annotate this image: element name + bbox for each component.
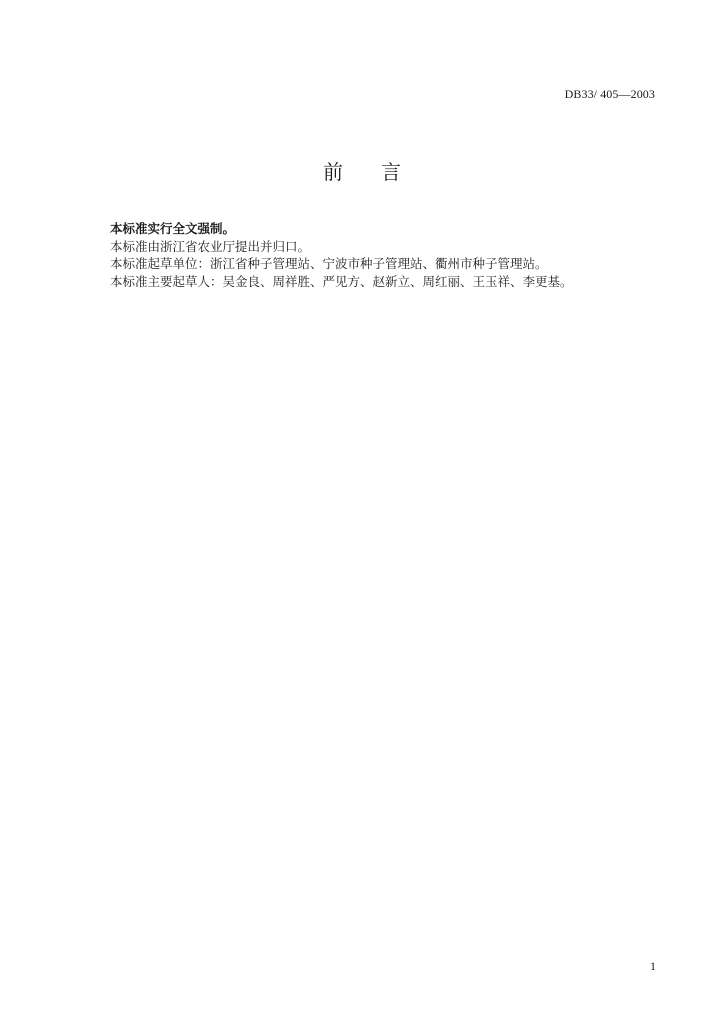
paragraph-drafters: 本标准主要起草人：吴金良、周祥胜、严见方、赵新立、周红丽、王玉祥、李更基。 — [110, 273, 573, 289]
paragraph-drafting-units: 本标准起草单位：浙江省种子管理站、宁波市种子管理站、衢州市种子管理站。 — [110, 256, 548, 271]
document-code: DB33/ 405—2003 — [564, 87, 655, 101]
foreword-body — [110, 220, 630, 290]
title-char-1: 前 — [323, 160, 343, 184]
paragraph-proposer: 本标准由浙江省农业厅提出并归口。 — [110, 238, 311, 254]
page-title — [0, 156, 724, 185]
paragraph-mandatory: 本标准实行全文强制。 — [110, 221, 236, 236]
title-char-2: 言 — [381, 160, 401, 184]
page-number: 1 — [650, 959, 656, 973]
